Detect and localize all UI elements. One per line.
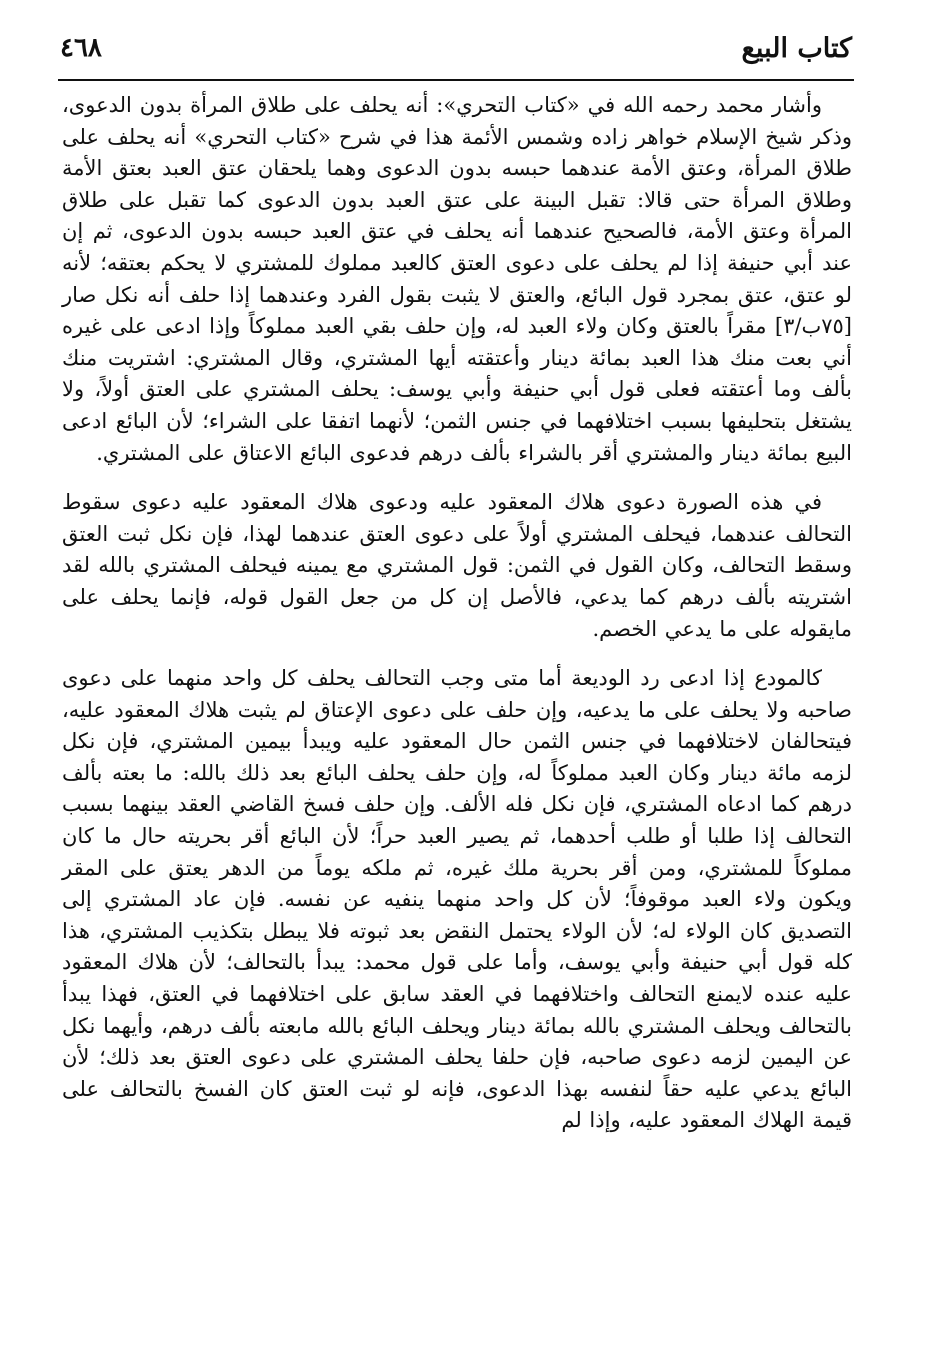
page-body	[62, 90, 852, 1137]
paragraph-gap	[62, 469, 852, 487]
header-rule	[58, 79, 854, 81]
paragraph-3: كالمودع إذا ادعى رد الوديعة أما متى وجب التحالف يحلف كل واحد منهما على دعوى صاحبه ولا يحلف على ما يدعيه، وإن حلف على دعوى الإعتاق لم يثبت هلاك المعقود عليه، فيتحالفان لاختلافهما في جنس الثمن حال المعقود عليه ويبدأ بيمين المشتري، فإن نكل لزمه مائة دينار وكان العبد مملوكاً له، وإن حلف يحلف البائع بعد ذلك بالله: ما بعته بألف درهم كما ادعاه المشتري، فإن نكل فله الألف. وإن حلف فسخ القاضي العقد بينهما بسبب التحالف إذا طلبا أو طلب أحدهما، ثم يصير العبد حراً؛ لأن البائع أقر بحريته حال ما كان مملوكاً للمشتري، ومن أقر بحرية ملك غيره، ثم ملكه يوماً من الدهر يعتق على المقر ويكون ولاء العبد موقوفاً؛ لأن كل واحد منهما ينفيه عن نفسه. فإن عاد المشتري إلى التصديق كان الولاء له؛ لأن الولاء يحتمل النقض بعد ثبوته فلا يبطل بتكذيب المشتري، هذا كله قول أبي حنيفة وأبي يوسف، وأما على قول محمد: يبدأ بالتحالف؛ لأن هلاك المعقود عليه عنده لايمنع التحالف واختلافهما في العقد سابق على اختلافهما في العتق، فهذا يبدأ بالتحالف ويحلف المشتري بالله بمائة دينار ويحلف البائع بالله مابعته بألف درهم، وأيهما نكل عن اليمين لزمه دعوى صاحبه، فإن حلفا يحلف المشتري على دعوى العتق بعد ذلك؛ لأن البائع يدعي عليه حقاً لنفسه بهذا الدعوى، فإنه لو ثبت العتق كان الفسخ بالتحالف على قيمة الهلاك المعقود عليه، وإذا لم	[62, 666, 852, 1133]
paragraph-2: في هذه الصورة دعوى هلاك المعقود عليه ودعوى هلاك المعقود عليه دعوى سقوط التحالف عندهما، فيحلف المشتري أولاً على دعوى العتق عندهما لهذا، فإن نكل ثبت العتق وسقط التحالف، وكان القول في الثمن: قول المشتري مع يمينه فيحلف المشتري بالله لقد اشتريته بألف درهم كما يدعي، فالأصل إن كل من جعل القول قوله، فإنما يحلف على مايقوله على ما يدعي الخصم.	[62, 490, 852, 641]
running-title: كتاب البيع	[741, 32, 852, 64]
paragraph-gap	[62, 645, 852, 663]
page-number: ٤٦٨	[60, 33, 102, 63]
paragraph-1: وأشار محمد رحمه الله في «كتاب التحري»: أنه يحلف على طلاق المرأة بدون الدعوى، وذكر شيخ الإسلام خواهر زاده وشمس الأئمة هذا في شرح «كتاب التحري» أنه يحلف على طلاق المرأة، وعتق الأمة عندهما حبسه بدون الدعوى وهما يلحقان عتق العبد بعتق الأمة وطلاق المرأة حتى قالا: تقبل البينة على عتق العبد بدون الدعوى كما تقبل على طلاق المرأة وعتق الأمة، فالصحيح عندهما أنه يحلف في عتق العبد حبسه بدون الدعوى، ثم إن عند أبي حنيفة إذا لم يحلف على دعوى العتق كالعبد مملوك للمشتري لا يحكم بعتقه؛ لأنه لو عتق، عتق بمجرد قول البائع، والعتق لا يثبت بقول الفرد وعندهما إذا حلف أنه نكل صار [٧٥ب/٣] مقراً بالعتق وكان ولاء العبد له، وإن حلف بقي العبد مملوكاً وإذا ادعى على غيره أني بعت منك هذا العبد بمائة دينار وأعتقته أيها المشتري، وقال المشتري: اشتريت منك بألف وما أعتقته فعلى قول أبي حنيفة وأبي يوسف: يحلف المشتري على العتق أولاً، ولا يشتغل بتحليفها بسبب اختلافهما في جنس الثمن؛ لأنهما اتفقا على الشراء؛ لأن البائع ادعى البيع بمائة دينار والمشتري أقر بالشراء بألف درهم فدعوى البائع الاعتاق على المشتري.	[62, 93, 852, 465]
page-header	[60, 22, 852, 74]
